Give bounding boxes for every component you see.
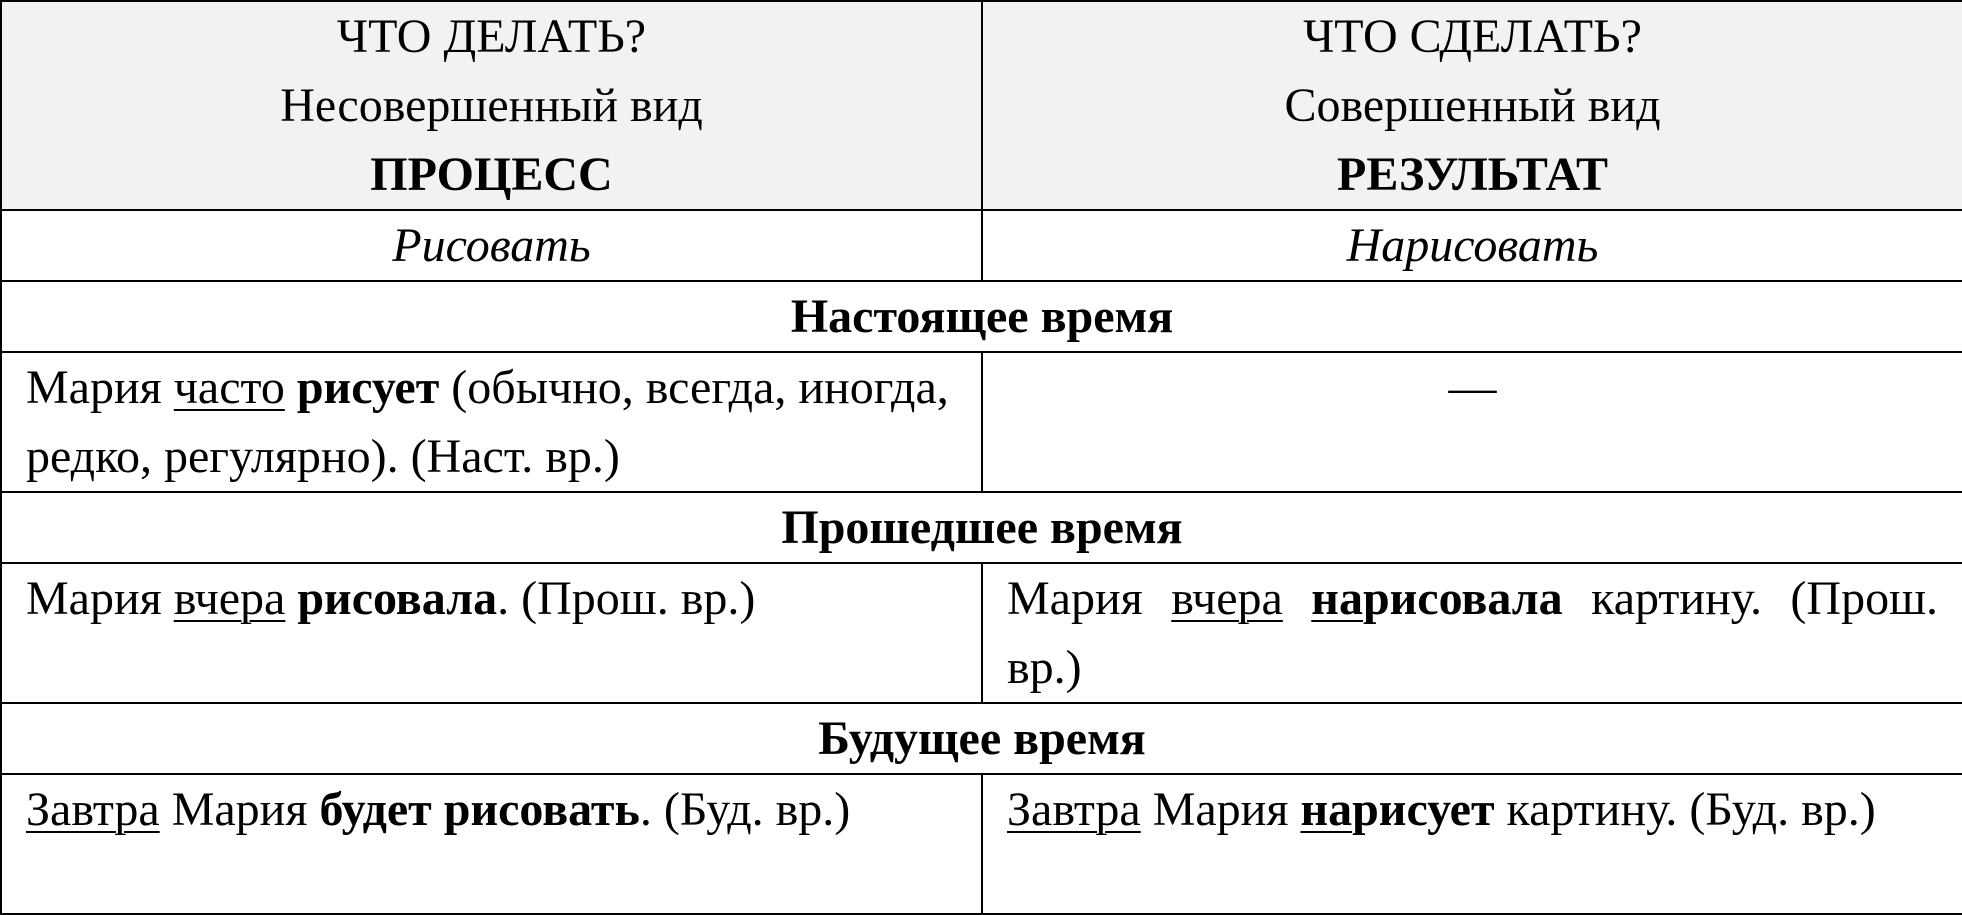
verb-form [1311, 572, 1562, 625]
time-adverb: Завтра [1007, 783, 1141, 836]
past-section-title: Прошедшее время [1, 492, 1962, 563]
aspect-imperfective: Несовершенный вид [280, 79, 703, 132]
present-section-row [1, 281, 1962, 352]
verb-form: рисует [296, 361, 440, 414]
present-imperfective-example [1, 352, 982, 492]
present-perfective-example [982, 352, 1962, 492]
subject-text: Мария [26, 572, 162, 625]
time-adverb: Завтра [26, 783, 160, 836]
question-imperfective: ЧТО ДЕЛАТЬ? [336, 10, 647, 63]
example-rest: (обычно, всегда, иногда, редко, регулярно). (Наст. вр.) [26, 361, 949, 483]
verb-prefix: на [1300, 783, 1353, 836]
verb-form: рисовала [297, 572, 498, 625]
verb-stem: рисовала [1362, 572, 1563, 625]
time-adverb: вчера [1171, 572, 1283, 625]
subject-text: Мария [1152, 783, 1289, 836]
question-perfective: ЧТО СДЕЛАТЬ? [1303, 10, 1642, 63]
header-perfective [982, 1, 1962, 210]
example-rest: картину. (Буд. вр.) [1506, 783, 1876, 836]
future-section-row [1, 703, 1962, 774]
future-perfective-example [982, 774, 1962, 914]
subject-text: Мария [171, 783, 308, 836]
future-section-title: Будущее время [1, 703, 1962, 774]
present-example-row [1, 352, 1962, 492]
example-rest: картину. (Прош. вр.) [1007, 572, 1939, 694]
future-imperfective-example [1, 774, 982, 914]
past-example-row [1, 563, 1962, 703]
aspect-perfective: Совершенный вид [1284, 79, 1661, 132]
subject-text: Мария [1007, 572, 1143, 625]
infinitive-row [1, 210, 1962, 281]
past-imperfective-example [1, 563, 982, 703]
verb-form: будет рисовать [319, 783, 640, 836]
header-imperfective [1, 1, 982, 210]
subject-text: Мария [26, 361, 162, 414]
future-example-row [1, 774, 1962, 914]
verb-prefix: на [1311, 572, 1363, 625]
time-adverb: часто [173, 361, 285, 414]
infinitive-perfective: Нарисовать [982, 210, 1962, 281]
verb-stem: рисует [1352, 783, 1495, 836]
meaning-perfective: РЕЗУЛЬТАТ [1337, 148, 1608, 201]
header-row [1, 1, 1962, 210]
example-rest: . (Буд. вр.) [639, 783, 851, 836]
example-rest: . (Прош. вр.) [497, 572, 756, 625]
present-section-title: Настоящее время [1, 281, 1962, 352]
infinitive-imperfective: Рисовать [1, 210, 982, 281]
empty-dash: — [1448, 361, 1497, 414]
verb-form [1300, 783, 1494, 836]
past-section-row [1, 492, 1962, 563]
meaning-imperfective: ПРОЦЕСС [370, 148, 613, 201]
time-adverb: вчера [173, 572, 286, 625]
past-perfective-example [982, 563, 1962, 703]
